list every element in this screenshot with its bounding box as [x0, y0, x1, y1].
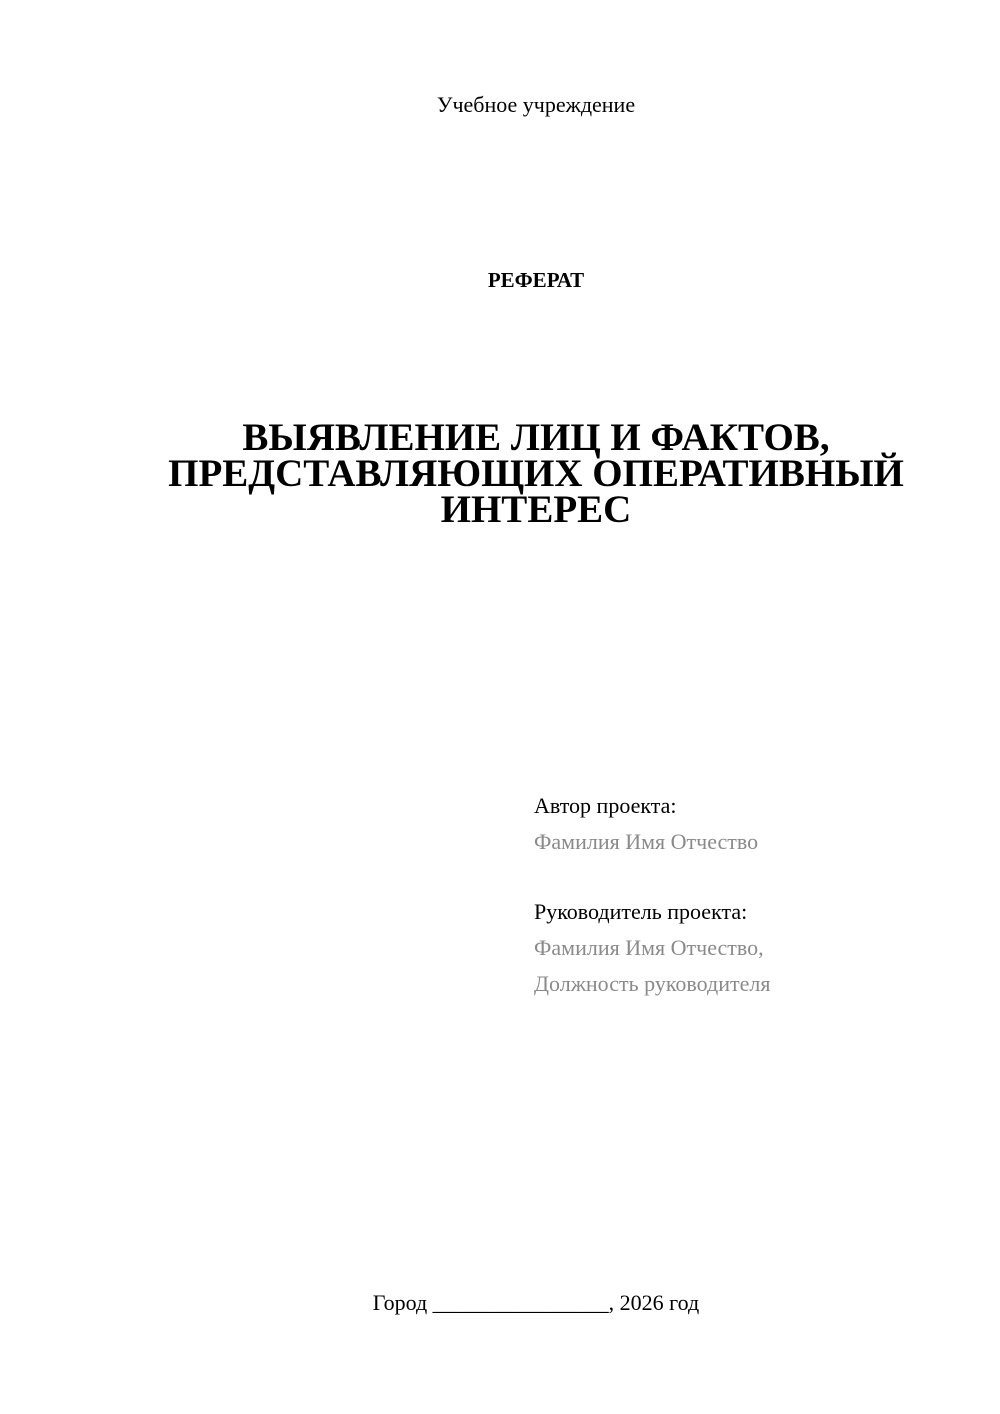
- supervisor-label: Руководитель проекта:: [534, 899, 748, 924]
- title-line: ИНТЕРЕС: [440, 488, 632, 531]
- city-year-line: Город ________________, 2026 год: [372, 1290, 700, 1315]
- title-line: ВЫЯВЛЕНИЕ ЛИЦ И ФАКТОВ,: [242, 416, 830, 459]
- author-label: Автор проекта:: [534, 793, 677, 818]
- document-title: [0, 416, 1000, 531]
- institution-name: Учебное учреждение: [436, 92, 636, 117]
- supervisor-name: Фамилия Имя Отчество,: [534, 935, 764, 960]
- title-line: ПРЕДСТАВЛЯЮЩИХ ОПЕРАТИВНЫЙ: [168, 452, 904, 495]
- document-type: РЕФЕРАТ: [487, 268, 585, 292]
- project-info: [534, 788, 770, 1002]
- supervisor-position: Должность руководителя: [534, 971, 771, 996]
- author-name: Фамилия Имя Отчество: [534, 829, 759, 854]
